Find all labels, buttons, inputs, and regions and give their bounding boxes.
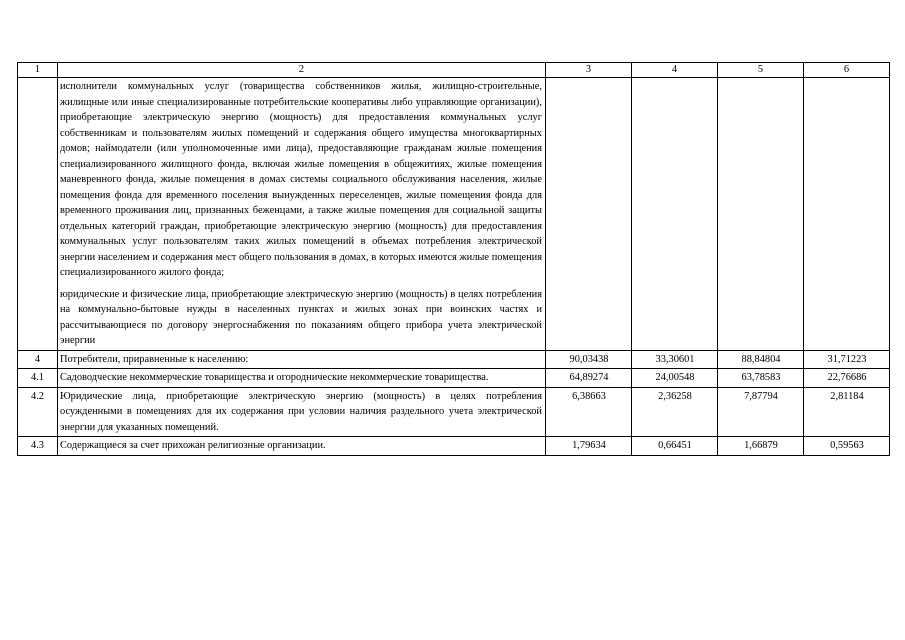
column-number: 2 (58, 63, 546, 78)
column-number: 4 (632, 63, 718, 78)
value-cell: 7,87794 (718, 387, 804, 437)
value-cell (632, 78, 718, 351)
value-cell: 2,81184 (804, 387, 890, 437)
table-row (18, 369, 890, 388)
continuation-row (18, 78, 890, 351)
column-number: 3 (546, 63, 632, 78)
value-cell: 22,76686 (804, 369, 890, 388)
column-number: 1 (18, 63, 58, 78)
row-number: 4.1 (18, 369, 58, 388)
tariff-table (17, 62, 890, 456)
value-cell: 24,00548 (632, 369, 718, 388)
description-paragraph: юридические и физические лица, приобретающие электрическую энергию (мощность) в целях потребления на коммунально-бытовые нужды в населенных пунктах и жилых зонах при воинских частях и рассчитывающиеся по договору энергоснабжения по показаниям общего прибора учета электрической энергии (60, 288, 542, 346)
value-cell: 63,78583 (718, 369, 804, 388)
table-row (18, 350, 890, 369)
value-cell: 0,59563 (804, 437, 890, 456)
value-cell: 1,79634 (546, 437, 632, 456)
value-cell: 6,38663 (546, 387, 632, 437)
row-description: Юридические лица, приобретающие электрическую энергию (мощность) в целях потребления осужденными в помещениях для их содержания при условии наличия раздельного учета электрической энергии для указанных помещений. (58, 387, 546, 437)
value-cell (804, 78, 890, 351)
value-cell (546, 78, 632, 351)
row-description: Содержащиеся за счет прихожан религиозные организации. (58, 437, 546, 456)
value-cell: 64,89274 (546, 369, 632, 388)
row-number: 4 (18, 350, 58, 369)
column-number: 5 (718, 63, 804, 78)
value-cell: 2,36258 (632, 387, 718, 437)
value-cell: 33,30601 (632, 350, 718, 369)
row-description: Садоводческие некоммерческие товарищества и огороднические некоммерческие товарищества. (58, 369, 546, 388)
row-number: 4.2 (18, 387, 58, 437)
table-row (18, 387, 890, 437)
value-cell: 1,66879 (718, 437, 804, 456)
value-cell (718, 78, 804, 351)
row-description: Потребители, приравненные к населению: (58, 350, 546, 369)
row-number: 4.3 (18, 437, 58, 456)
column-number: 6 (804, 63, 890, 78)
value-cell: 0,66451 (632, 437, 718, 456)
value-cell: 31,71223 (804, 350, 890, 369)
row-description (58, 78, 546, 351)
value-cell: 90,03438 (546, 350, 632, 369)
value-cell: 88,84804 (718, 350, 804, 369)
column-number-row (18, 63, 890, 78)
table-row (18, 437, 890, 456)
row-number (18, 78, 58, 351)
description-paragraph: исполнители коммунальных услуг (товарищества собственников жилья, жилищно-строительные, жилищные или иные специализированные потребительские кооперативы либо управляющие организации), приобретающие электрическую энергию (мощность) для предоставления коммунальных услуг собственникам и пользователям жилых помещений и содержания общего имущества многоквартирных домов; наймодатели (или уполномоченные ими лица), предоставляющие гражданам жилые помещения специализированного жилищного фонда, включая жилые помещения в общежитиях, жилые помещения маневренного фонда, жилые помещения в домах системы социального обслуживания населения, жилые помещения фонда для временного поселения вынужденных переселенцев, жилые помещения фонда для временного проживания лиц, признанных беженцами, а также жилые помещения для социальной защиты отдельных категорий граждан, приобретающие электрическую энергию (мощность) для предоставления коммунальных услуг пользователям таких жилых помещений в объемах потребления электрической энергии населением и содержания мест общего пользования в домах, в которых имеются жилые помещения специализированного жилого фонда; (60, 81, 542, 278)
